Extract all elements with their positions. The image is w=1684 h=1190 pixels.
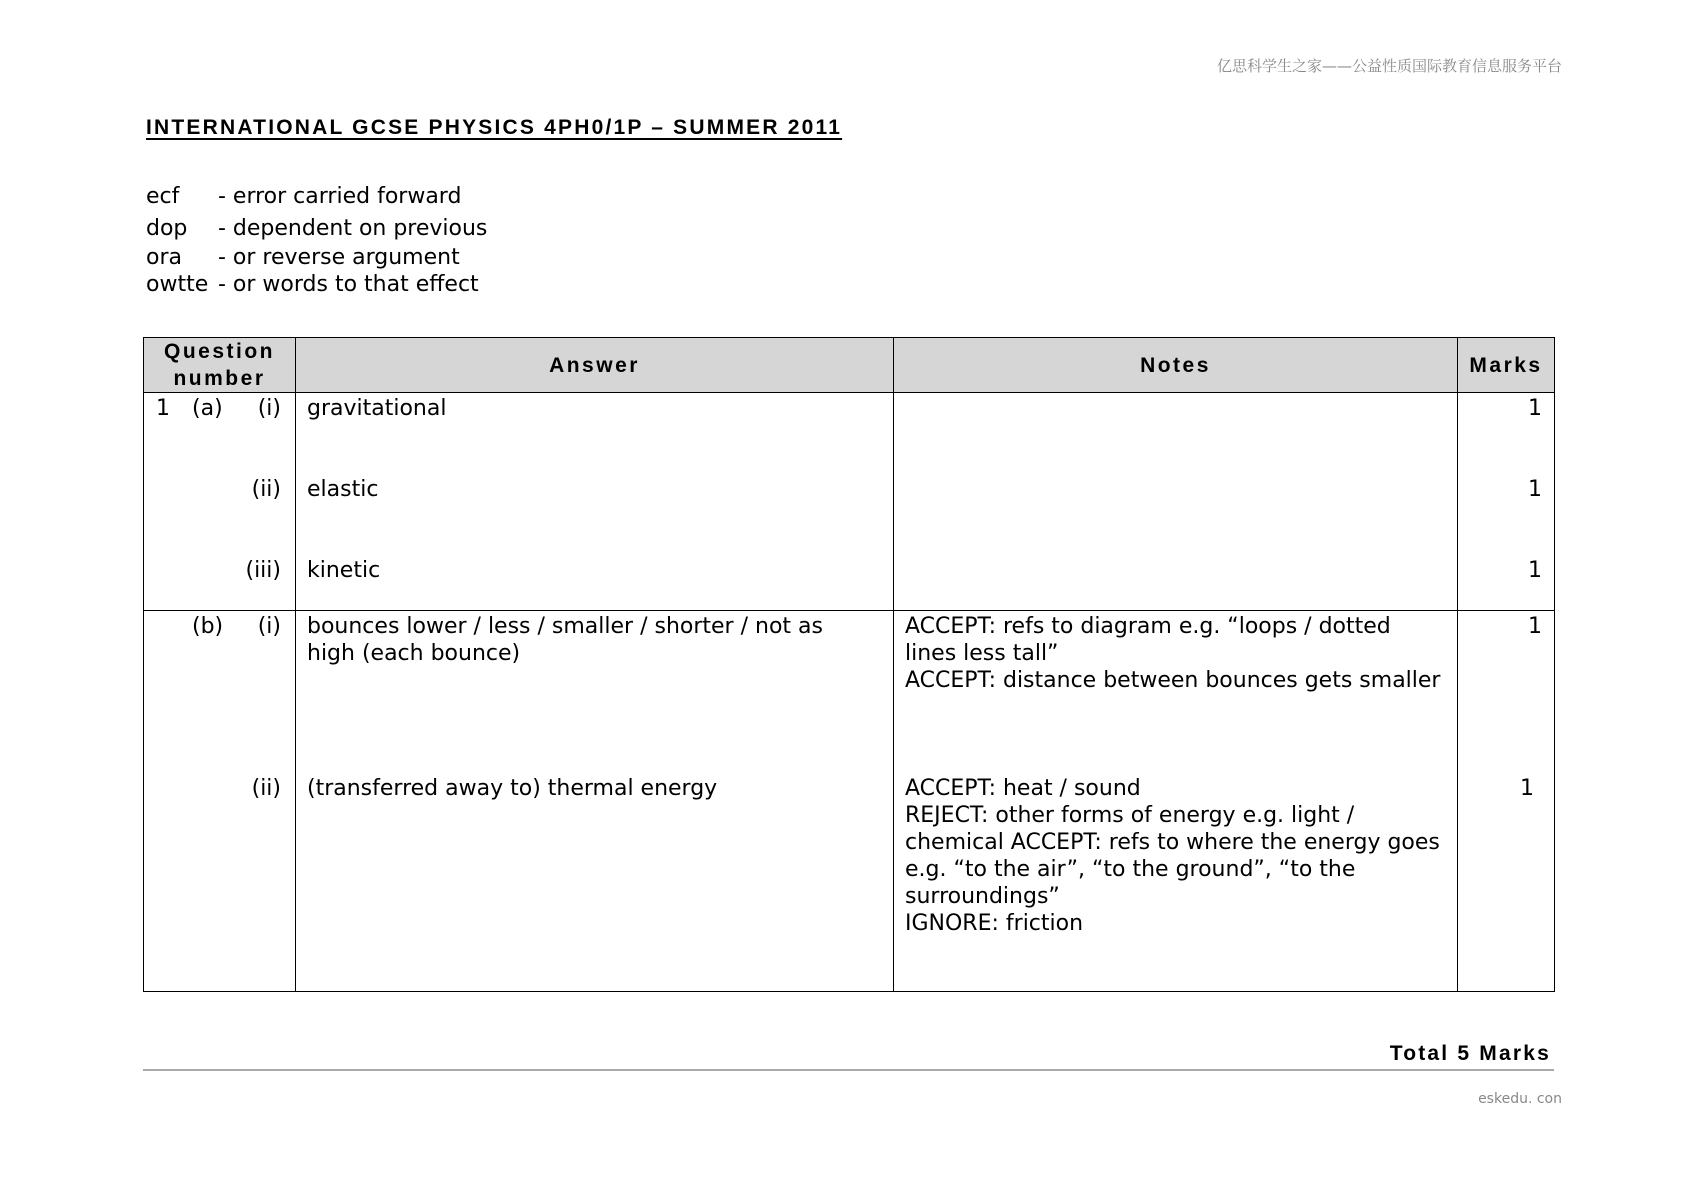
abbreviation-meaning: - error carried forward [218, 183, 462, 209]
mark-value: 1 [1528, 614, 1542, 639]
abbreviation-list [146, 180, 487, 298]
marks-cell [1458, 393, 1555, 611]
table-row [144, 611, 1555, 992]
notes-block [905, 775, 1447, 937]
question-subpart: (ii) [251, 477, 281, 502]
mark-scheme-table [143, 337, 1555, 992]
abbreviation-key: owtte [146, 272, 209, 297]
abbreviation-meaning: - dependent on previous [218, 215, 488, 241]
table-header-row [144, 338, 1555, 393]
header-notes: Notes [894, 338, 1458, 393]
footer-divider [143, 1069, 1554, 1071]
note-text: IGNORE: friction [905, 911, 1084, 936]
note-text: REJECT: other forms of energy e.g. light / chemical ACCEPT: refs to where the energy goes e.g. “to the air”, “to the ground”, “to the surroundings” [905, 803, 1440, 909]
question-subpart: (i) [257, 614, 281, 639]
header-marks: Marks [1458, 338, 1555, 393]
notes-block [905, 613, 1447, 694]
abbreviation-key: ora [146, 245, 182, 270]
abbreviation-row [146, 180, 487, 212]
question-subpart: (i) [257, 396, 281, 421]
question-number: 1 [156, 396, 170, 421]
answer-cell [296, 393, 894, 611]
note-text: ACCEPT: heat / sound [905, 776, 1141, 801]
watermark-top: 亿思科学生之家——公益性质国际教育信息服务平台 [1216, 57, 1562, 75]
question-subpart: (iii) [245, 558, 281, 583]
question-number-cell [144, 393, 296, 611]
mark-value: 1 [1520, 776, 1534, 801]
table-row [144, 393, 1555, 611]
note-text: ACCEPT: distance between bounces gets smaller [905, 668, 1441, 693]
answer-cell [296, 611, 894, 992]
question-subpart: (ii) [251, 776, 281, 801]
answer-text: gravitational [307, 396, 447, 421]
mark-value: 1 [1528, 396, 1542, 421]
answer-text: (transferred away to) thermal energy [307, 776, 718, 801]
abbreviation-row [146, 212, 487, 244]
abbreviation-key: ecf [146, 183, 180, 209]
abbreviation-meaning: - or words to that effect [218, 272, 479, 297]
mark-value: 1 [1528, 558, 1542, 583]
abbreviation-row [146, 271, 487, 298]
note-text: ACCEPT: refs to diagram e.g. “loops / dotted lines less tall” [905, 614, 1391, 666]
document-title: INTERNATIONAL GCSE PHYSICS 4PH0/1P – SUMMER 2011 [146, 116, 843, 139]
answer-text: bounces lower / less / smaller / shorter / not as high (each bounce) [307, 614, 823, 666]
question-number-cell [144, 611, 296, 992]
answer-text: kinetic [307, 558, 381, 583]
total-marks: Total 5 Marks [1389, 1042, 1551, 1065]
header-question-number: Question number [144, 338, 296, 393]
mark-value: 1 [1528, 477, 1542, 502]
notes-cell [894, 393, 1458, 611]
watermark-bottom: eskedu. con [1478, 1091, 1562, 1107]
abbreviation-row [146, 244, 487, 271]
abbreviation-meaning: - or reverse argument [218, 245, 460, 270]
abbreviation-key: dop [146, 215, 188, 241]
header-answer: Answer [296, 338, 894, 393]
answer-text: elastic [307, 477, 379, 502]
marks-cell [1458, 611, 1555, 992]
question-part: (a) [192, 396, 223, 421]
question-part: (b) [192, 614, 224, 639]
notes-cell [894, 611, 1458, 992]
